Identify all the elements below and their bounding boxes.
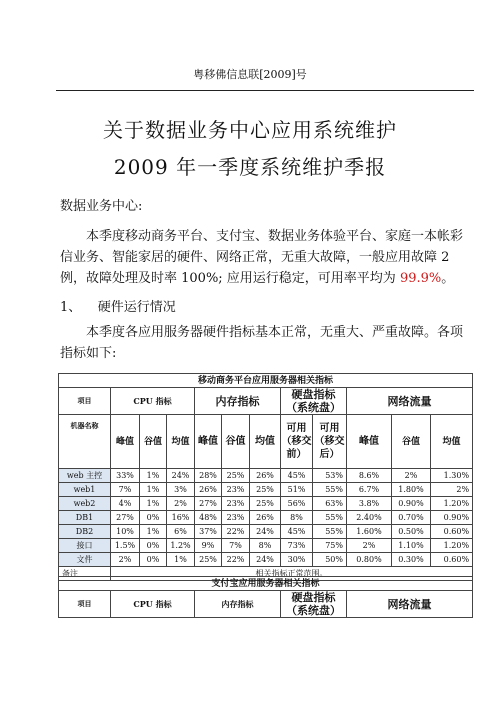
disk-value-cell: 73% (281, 539, 313, 553)
disk-value-cell: 56% (281, 497, 313, 511)
network-value-cell: 2% (431, 483, 473, 497)
memory-value-cell: 25% (250, 497, 281, 511)
cpu-value-cell: 24% (167, 469, 195, 483)
cpu-value-cell: 10% (111, 525, 140, 539)
cpu-value-cell: 7% (111, 483, 140, 497)
cpu-value-cell: 3% (167, 483, 195, 497)
table1-note-label: 备注 (59, 567, 111, 581)
document-number: 粤移佛信息联[2009]号 (193, 68, 307, 81)
network-value-cell: 0.70% (392, 511, 431, 525)
machine-name-cell: web2 (59, 497, 111, 511)
memory-value-cell: 23% (222, 511, 250, 525)
memory-value-cell: 23% (222, 497, 250, 511)
machine-name-cell: DB2 (59, 525, 111, 539)
network-value-cell: 0.90% (392, 497, 431, 511)
table1-title: 移动商务平台应用服务器相关指标 (59, 374, 473, 388)
table1-net-valley: 谷值 (392, 415, 431, 469)
network-value-cell: 0.60% (431, 553, 473, 567)
cpu-value-cell: 6% (167, 525, 195, 539)
table2-header-network: 网络流量 (347, 591, 473, 618)
disk-value-cell: 55% (313, 511, 347, 525)
cpu-value-cell: 0% (140, 511, 167, 525)
cpu-value-cell: 4% (111, 497, 140, 511)
disk-value-cell: 30% (281, 553, 313, 567)
table2-header-cpu: CPU 指标 (111, 591, 195, 618)
summary-end: 。 (441, 271, 455, 286)
disk-value-cell: 55% (313, 525, 347, 539)
cpu-value-cell: 2% (167, 497, 195, 511)
table-alipay (58, 576, 473, 618)
memory-value-cell: 7% (222, 539, 250, 553)
table2-header-disk: 硬盘指标（系统盘） (281, 591, 347, 618)
memory-value-cell: 28% (195, 469, 222, 483)
table1-mem-valley: 谷值 (222, 415, 250, 469)
cpu-value-cell: 1.5% (111, 539, 140, 553)
table2-header-item: 项目 (59, 591, 111, 618)
machine-name-cell: DB1 (59, 511, 111, 525)
document-title-line-1: 关于数据业务中心应用系统维护 (103, 118, 397, 142)
summary-paragraph (60, 226, 470, 289)
network-value-cell: 1.10% (392, 539, 431, 553)
table1-cpu-avg: 均值 (167, 415, 195, 469)
memory-value-cell: 25% (222, 469, 250, 483)
memory-value-cell: 27% (195, 497, 222, 511)
cpu-value-cell: 1% (140, 497, 167, 511)
disk-value-cell: 8% (281, 511, 313, 525)
table1-header-cpu: CPU 指标 (111, 388, 195, 415)
header-divider (56, 90, 474, 91)
network-value-cell: 2% (392, 469, 431, 483)
network-value-cell: 0.90% (431, 511, 473, 525)
network-value-cell: 8.6% (347, 469, 392, 483)
table1-cpu-peak: 峰值 (111, 415, 140, 469)
availability-rate: 99.9% (399, 271, 442, 286)
memory-value-cell: 23% (222, 483, 250, 497)
memory-value-cell: 9% (195, 539, 222, 553)
table1-disk-before: 可用（移交前） (281, 415, 313, 469)
table1-mem-peak: 峰值 (195, 415, 222, 469)
table1-header-memory: 内存指标 (195, 388, 281, 415)
table1-note-text: 相关指标正常范围。 (111, 567, 473, 581)
network-value-cell: 0.60% (431, 525, 473, 539)
cpu-value-cell: 27% (111, 511, 140, 525)
memory-value-cell: 25% (250, 483, 281, 497)
table-row (59, 497, 473, 511)
memory-value-cell: 26% (195, 483, 222, 497)
table2-header-memory: 内存指标 (195, 591, 281, 618)
cpu-value-cell: 1.2% (167, 539, 195, 553)
table-row (59, 511, 473, 525)
table1-disk-after: 可用（移交后） (313, 415, 347, 469)
cpu-value-cell: 16% (167, 511, 195, 525)
network-value-cell: 2% (347, 539, 392, 553)
table-row (59, 539, 473, 553)
disk-value-cell: 45% (281, 469, 313, 483)
table-row (59, 525, 473, 539)
disk-value-cell: 45% (281, 525, 313, 539)
network-value-cell: 1.80% (392, 483, 431, 497)
network-value-cell: 2.40% (347, 511, 392, 525)
hardware-paragraph: 本季度各应用服务器硬件指标基本正常，无重大、严重故障。各项指标如下: (60, 325, 464, 361)
cpu-value-cell: 1% (140, 469, 167, 483)
table1-cpu-valley: 谷值 (140, 415, 167, 469)
memory-value-cell: 25% (195, 553, 222, 567)
table1-header-machine: 机器名称 (59, 415, 111, 469)
summary-text: 本季度移动商务平台、支付宝、数据业务体验平台、家庭一本帐彩信业务、智能家居的硬件、网络正常，无重大故障，一般应用故障 2 例，故障处理及时率 100%; 应用运行稳定，可用率平均为 (60, 229, 464, 286)
disk-value-cell: 75% (313, 539, 347, 553)
table1-mem-avg: 均值 (250, 415, 281, 469)
memory-value-cell: 22% (222, 525, 250, 539)
network-value-cell: 1.60% (347, 525, 392, 539)
table-row (59, 483, 473, 497)
machine-name-cell: web 主控 (59, 469, 111, 483)
disk-value-cell: 50% (313, 553, 347, 567)
table-row (59, 469, 473, 483)
cpu-value-cell: 2% (111, 553, 140, 567)
table1-header-network: 网络流量 (347, 388, 473, 415)
machine-name-cell: 文件 (59, 553, 111, 567)
memory-value-cell: 26% (250, 469, 281, 483)
cpu-value-cell: 1% (140, 483, 167, 497)
cpu-value-cell: 33% (111, 469, 140, 483)
table1-header-disk: 硬盘指标（系统盘） (281, 388, 347, 415)
disk-value-cell: 51% (281, 483, 313, 497)
table1-body (59, 469, 473, 567)
table1-header-item: 项目 (59, 388, 111, 415)
network-value-cell: 0.30% (392, 553, 431, 567)
network-value-cell: 6.7% (347, 483, 392, 497)
memory-value-cell: 8% (250, 539, 281, 553)
disk-value-cell: 53% (313, 469, 347, 483)
network-value-cell: 1.20% (431, 497, 473, 511)
network-value-cell: 1.30% (431, 469, 473, 483)
network-value-cell: 1.20% (431, 539, 473, 553)
table2-title: 支付宝应用服务器相关指标 (59, 577, 473, 591)
table-mobile-commerce (58, 373, 473, 581)
document-title-line-2: 2009 年一季度系统维护季报 (113, 155, 387, 179)
network-value-cell: 0.50% (392, 525, 431, 539)
disk-value-cell: 63% (313, 497, 347, 511)
cpu-value-cell: 0% (140, 539, 167, 553)
machine-name-cell: 接口 (59, 539, 111, 553)
section-heading-hardware: 1、 硬件运行情况 (60, 300, 176, 315)
memory-value-cell: 26% (250, 511, 281, 525)
memory-value-cell: 37% (195, 525, 222, 539)
network-value-cell: 0.80% (347, 553, 392, 567)
memory-value-cell: 48% (195, 511, 222, 525)
addressee: 数据业务中心: (60, 199, 143, 214)
table1-net-peak: 峰值 (347, 415, 392, 469)
table1-net-avg: 均值 (431, 415, 473, 469)
table-row (59, 553, 473, 567)
memory-value-cell: 22% (222, 553, 250, 567)
memory-value-cell: 24% (250, 525, 281, 539)
cpu-value-cell: 1% (167, 553, 195, 567)
machine-name-cell: web1 (59, 483, 111, 497)
memory-value-cell: 24% (250, 553, 281, 567)
disk-value-cell: 55% (313, 483, 347, 497)
cpu-value-cell: 0% (140, 553, 167, 567)
network-value-cell: 3.8% (347, 497, 392, 511)
cpu-value-cell: 1% (140, 525, 167, 539)
